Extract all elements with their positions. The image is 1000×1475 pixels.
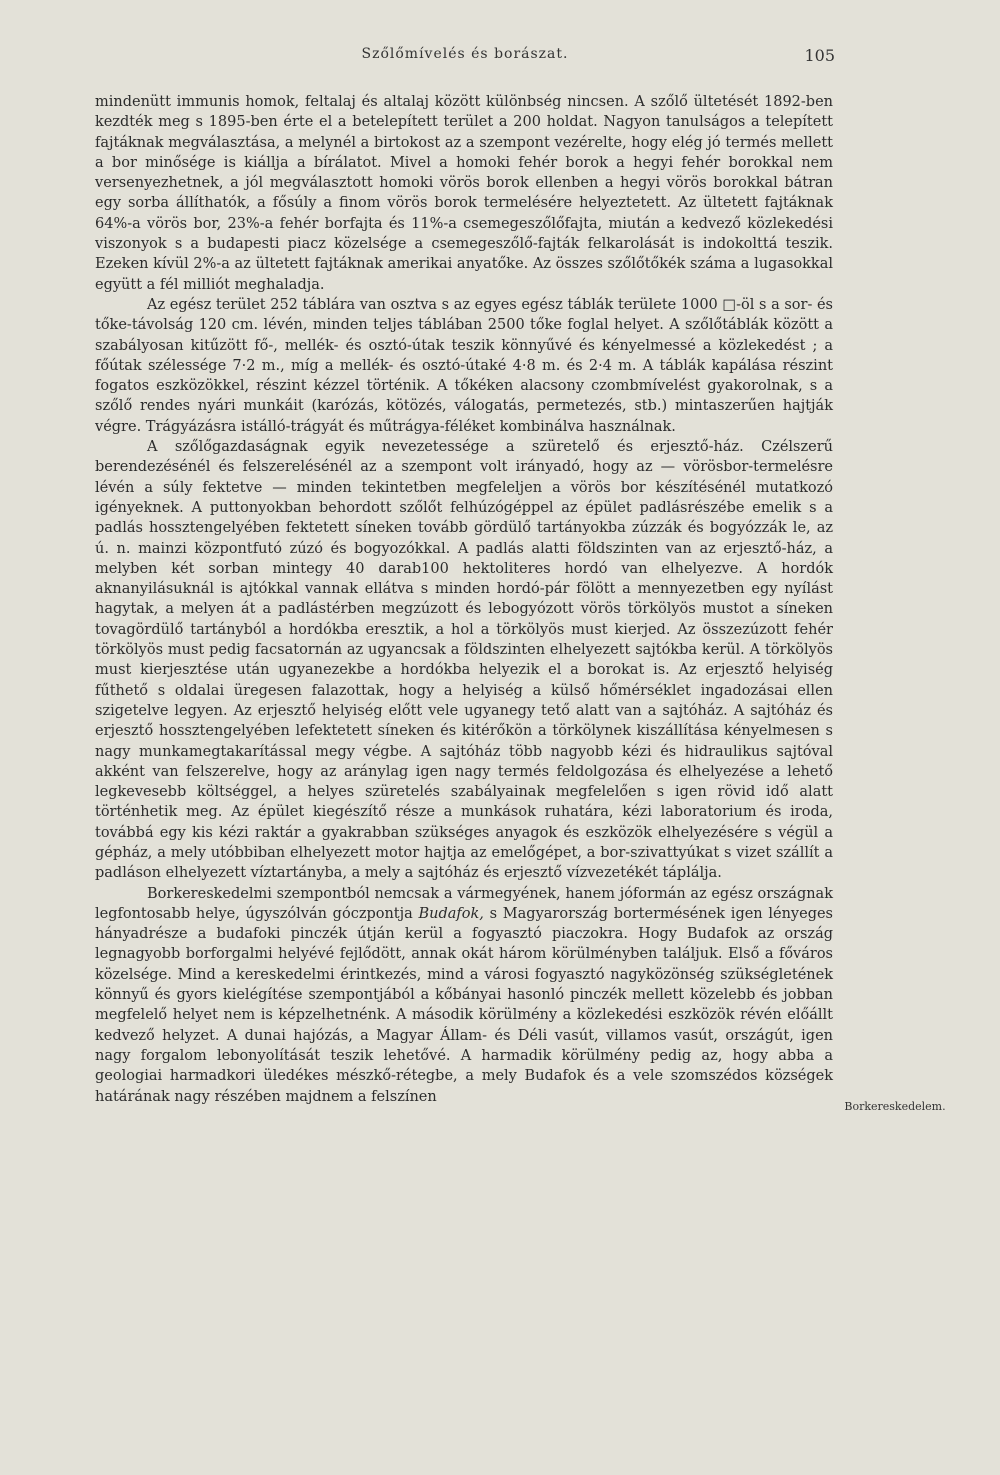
paragraph-2: Az egész terület 252 táblára van osztva s az egyes egész táblák területe 1000 □-öl s a sor- és tőke-távolság 120 cm. lévén, minden teljes táblában 2500 tőke foglal helyet. A szőlőtáblák között a szabályosan kitűzött fő-, mellék- és osztó-útak teszik könnyűvé és kényelmessé a közlekedést ; a főútak szélessége 7·2 m., míg a mellék- és osztó-útaké 4·8 m. és 2·4 m. A táblák kapálása részint fogatos eszközökkel, részint kézzel történik. A tőkéken alacsony czombmívelést gyakorolnak, s a szőlő rendes nyári munkáit (karózás, kötözés, válogatás, permetezés, stb.) mintaszerűen hajtják végre. Trágyázásra istálló-trágyát és műtrágya-féléket kombinálva használnak. (95, 296, 833, 435)
paragraph-1: mindenütt immunis homok, feltalaj és altalaj között különbség nincsen. A szőlő ültetését 1892-ben kezdték meg s 1895-ben érte el a betelepített terület a 200 holdat. Nagyon tanulságos a telepített fajtáknak megválasztása, a melynél a birtokost az a szempont vezérelte, hogy elég jó termés mellett a bor minősége is kiállja a bírálatot. Mivel a homoki fehér borok a hegyi fehér borokkal nem versenyezhetnek, a jól megválasztott homoki vörös borok ellenben a hegyi vörös borokkal bátran egy sorba állíthatók, a fősúly a finom vörös borok termelésére helyeztetett. Az ültetett fajtáknak 64%-a vörös bor, 23%-a fehér borfajta és 11%-a csemegeszőlőfajta, miután a kedvező közlekedési viszonyok s a budapesti piacz közelsége a csemegeszőlő-fajták felkarolását is indokolttá teszik. Ezeken kívül 2%-a az ültetett fajtáknak amerikai anyatőke. Az összes szőlőtőkék száma a lugasokkal együtt a fél milliót meghaladja. (95, 94, 833, 293)
header-title: Szőlőmívelés és borászat. (361, 46, 569, 62)
body-text (95, 92, 833, 1107)
margin-note: Borkereskedelem. (844, 1100, 946, 1113)
paragraph-4-text-b: s Magyarország bortermésének igen lényeges hányadrésze a budafoki pinczék útján kerül a fogyasztó piaczokra. Hogy Budafok az ország legnagyobb borforgalmi helyévé fejlődött, annak okát három körülményben találjuk. Első a főváros közelsége. Mind a kereskedelmi érintkezés, mind a városi fogyasztó nagyközönség szükségletének könnyű és gyors kielégítése szempontjából a kőbányai hasonló pinczék mellett közelebb és jobban megfelelő helyet nem is képzelhetnénk. A második körülmény a közlekedési eszközök révén előállt kedvező helyzet. A dunai hajózás, a Magyar Állam- és Déli vasút, villamos vasút, országút, igen nagy forgalom lebonyolítását teszik lehetővé. A harmadik körülmény pedig az, hogy abba a geologiai harmadkori üledékes mészkő-rétegbe, a mely Budafok és a vele szomszédos községek határának nagy részében majdnem a felszínen (95, 905, 833, 1105)
paragraph-4 (95, 884, 833, 1107)
running-header (95, 46, 835, 70)
paragraph-4-emphasis: Budafok, (418, 905, 484, 922)
page-number: 105 (804, 46, 835, 65)
paragraph-3: A szőlőgazdaságnak egyik nevezetessége a szüretelő és erjesztő-ház. Czélszerű berendezésénél és felszerelésénél az a szempont volt irányadó, hogy az — vörösbor-termelésre lévén a súly fektetve — minden tekintetben megfeleljen a vörös bor készítésénél mutatkozó igényeknek. A puttonyokban behordott szőlőt felhúzógéppel az épület padlásrészébe emelik s a padlás hossztengelyében fektetett síneken tovább gördülő tartányokba zúzzák és bogyózzák le, az ú. n. mainzi központfutó zúzó és bogyozókkal. A padlás alatti földszinten van az erjesztő-ház, a melyben két sorban mintegy 40 darab100 hektoliteres hordó van elhelyezve. A hordók aknanyilásuknál is ajtókkal vannak ellátva s minden hordó-pár fölött a mennyezetben egy nyílást hagytak, a melyen át a padlástérben megzúzott és lebogyózott vörös törkölyös mustot a síneken tovagördülő tartányból a hordókba eresztik, a hol a törkölyös must kierjed. Az összezúzott fehér törkölyös must pedig facsatornán az ugyancsak a földszinten elhelyezett sajtókba kerül. A törkölyös must kierjesztése után ugyanezekbe a hordókba helyezik el a borokat is. Az erjesztő helyiség fűthető s oldalai üregesen falazottak, hogy a helyiség a külső hőmérséklet ingadozásai ellen szigetelve legyen. Az erjesztő helyiség előtt vele ugyanegy tető alatt van a sajtóház. A sajtóház és erjesztő hossztengelyében lefektetett síneken és kitérőkön a törkölynek kiszállítása kényelmesen s nagy munkamegtakarítással megy végbe. A sajtóház több nagyobb kézi és hidraulikus sajtóval akként van felszerelve, hogy az aránylag igen nagy termés feldolgozása és elhelyezése a lehető legkevesebb költséggel, a helyes szüretelés szabályainak megfelelően s igen rövid idő alatt történhetik meg. Az épület kiegészítő része a munkások ruhatára, kézi laboratorium és iroda, továbbá egy kis kézi raktár a gyakrabban szükséges anyagok és eszközök elhelyezésére s végül a gépház, a mely utóbbiban elhelyezett motor hajtja az emelőgépet, a bor-szivattyúkat s vizet szállít a padláson elhelyezett víztartányba, a mely a sajtóház és erjesztő vízvezetékét táplálja. (95, 439, 833, 882)
paragraph-4-text-a: Borkereskedelmi szempontból nemcsak a vármegyének, hanem jóformán az egész országnak legfontosabb helye, úgyszólván góczpontja (95, 885, 833, 922)
